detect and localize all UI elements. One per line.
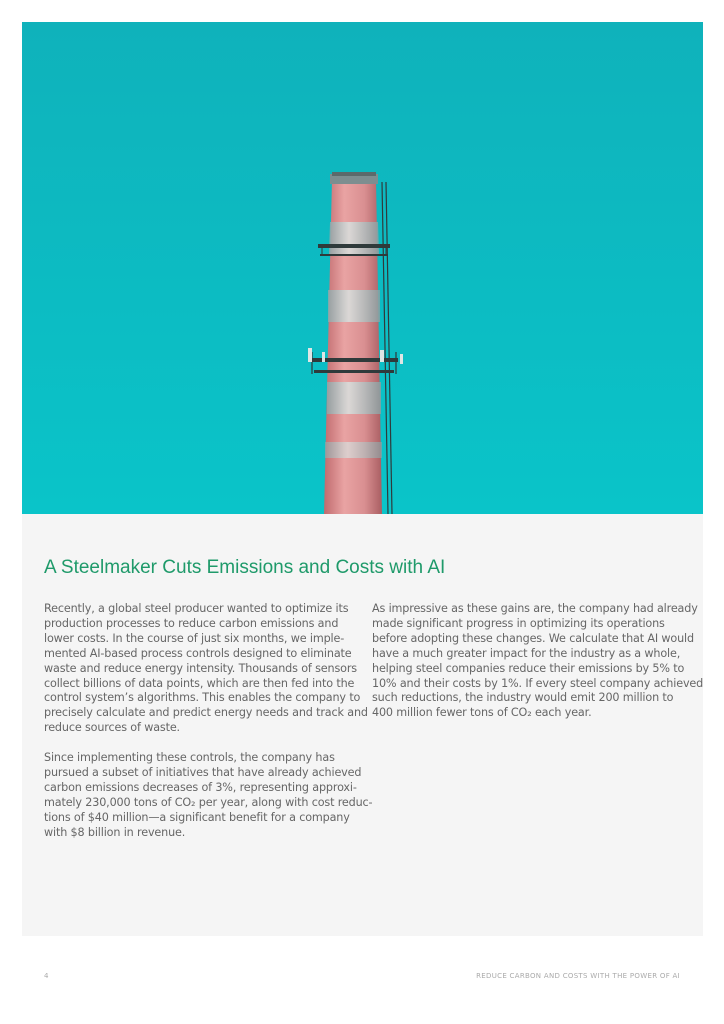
running-title: REDUCE CARBON AND COSTS WITH THE POWER OF AI — [476, 972, 680, 980]
page-number: 4 — [44, 972, 49, 980]
left-column — [44, 602, 373, 855]
smokestack-illustration — [22, 22, 703, 514]
right-column — [372, 602, 704, 736]
paragraph: Recently, a global steel producer wanted to optimize its production processes to reduce carbon emissions and lower costs. In the course of just six months, we imple- mented AI-based process controls designed to eliminate waste and reduce energy intensity. Thousands of sensors collect billions of data points, which are then fed into the control system’s algorithms. This enables the company to precisely calculate and predict energy needs and track and reduce sources of waste. — [44, 602, 368, 735]
hero-photo — [22, 22, 703, 514]
paragraph: Since implementing these controls, the company has pursued a subset of initiatives that have already achieved carbon emissions decreases of 3%, representing approxi- mately 230,000 tons of CO₂ per year, along with cost reduc- tions of $40 million—a significant benefit for a company with $8 billion in revenue. — [44, 751, 373, 839]
article-title: A Steelmaker Cuts Emissions and Costs with AI — [44, 557, 446, 578]
paragraph: As impressive as these gains are, the company had already made significant progress in optimizing its operations before adopting these changes. We calculate that AI would have a much greater impact for the industry as a whole, helping steel companies reduce their emissions by 5% to 10% and their costs by 1%. If every steel company achieved such reductions, the industry would emit 200 million to 400 million fewer tons of CO₂ each year. — [372, 602, 704, 720]
